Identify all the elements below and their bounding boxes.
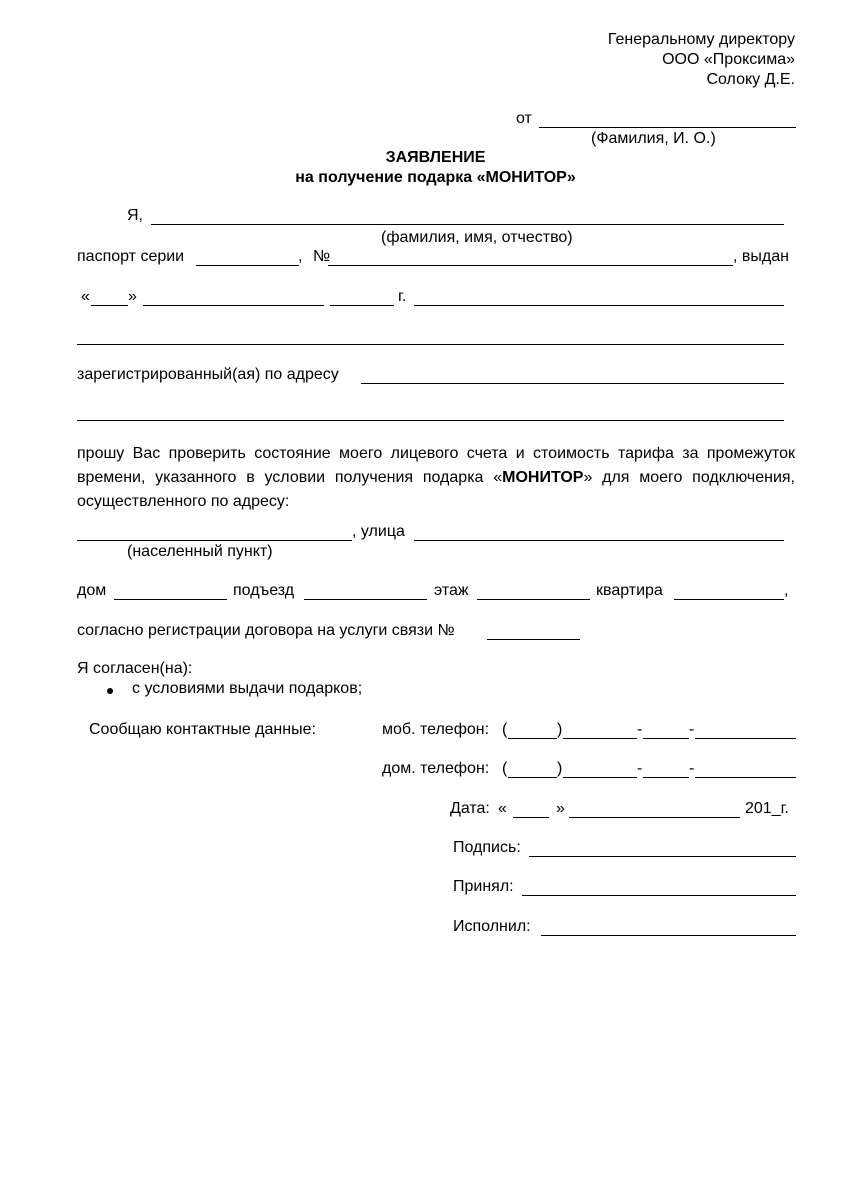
house-field[interactable] xyxy=(114,599,227,600)
apartment-field[interactable] xyxy=(674,599,784,600)
settlement-caption: (населенный пункт) xyxy=(127,543,273,560)
street-label: , улица xyxy=(352,523,405,540)
passport-series-label: паспорт серии xyxy=(77,248,185,265)
from-caption: (Фамилия, И. О.) xyxy=(591,130,716,147)
date-close-quote: » xyxy=(556,800,565,817)
addressee-line-2: ООО «Проксима» xyxy=(662,51,795,68)
request-text-1: прошу Вас проверить состояние моего лицевого счета и стоимость тарифа за промежуток времени, указанного в условии получения подарка « xyxy=(77,445,795,486)
signature-field[interactable] xyxy=(529,856,796,857)
settlement-field[interactable] xyxy=(77,540,352,541)
date-month-field[interactable] xyxy=(569,817,740,818)
addressee-line-3: Солоку Д.Е. xyxy=(706,71,795,88)
signature-label: Подпись: xyxy=(453,839,521,856)
date-year-suffix: 201_г. xyxy=(745,800,789,817)
issued-by-field[interactable] xyxy=(414,305,784,306)
registered-address-field-2[interactable] xyxy=(77,420,784,421)
issue-day-field[interactable] xyxy=(91,305,128,306)
home-part3-field[interactable] xyxy=(695,777,796,778)
request-text-bold: МОНИТОР xyxy=(502,469,584,486)
contract-label: согласно регистрации договора на услуги связи № xyxy=(77,622,455,639)
ya-label: Я, xyxy=(127,207,143,224)
accepted-label: Принял: xyxy=(453,878,514,895)
mobile-phone-label: моб. телефон: xyxy=(382,721,490,738)
request-text-2: » для моего подключения, осуществленного по адресу: xyxy=(77,469,796,510)
home-code-field[interactable] xyxy=(508,777,557,778)
date-label: Дата: xyxy=(450,800,490,817)
mobile-part3-field[interactable] xyxy=(695,738,796,739)
home-code-open: ( xyxy=(502,760,508,777)
entrance-field[interactable] xyxy=(304,599,427,600)
contacts-label: Сообщаю контактные данные: xyxy=(89,721,316,738)
executor-label: Исполнил: xyxy=(453,918,531,935)
mobile-part1-field[interactable] xyxy=(563,738,637,739)
issued-label: , выдан xyxy=(733,248,789,265)
consent-label: Я согласен(на): xyxy=(77,660,193,677)
from-name-field[interactable] xyxy=(539,127,796,128)
issue-year-field[interactable] xyxy=(330,305,394,306)
home-part1-field[interactable] xyxy=(563,777,637,778)
floor-label: этаж xyxy=(434,582,469,599)
street-field[interactable] xyxy=(414,540,784,541)
fio-caption: (фамилия, имя, отчество) xyxy=(381,229,573,246)
home-dash-2: - xyxy=(689,760,695,777)
date-open-quote: « xyxy=(498,800,507,817)
issue-date-close-quote: » xyxy=(128,288,137,305)
apartment-label: квартира xyxy=(596,582,663,599)
mobile-dash-1: - xyxy=(637,721,643,738)
home-part2-field[interactable] xyxy=(643,777,689,778)
passport-comma: , xyxy=(298,248,303,265)
issue-date-open-quote: « xyxy=(81,288,90,305)
document-subtitle: на получение подарка «МОНИТОР» xyxy=(295,169,576,186)
home-code-close: ) xyxy=(557,760,563,777)
request-paragraph xyxy=(77,442,795,514)
addressee-line-1: Генеральному директору xyxy=(607,31,795,48)
mobile-code-close: ) xyxy=(557,721,563,738)
contract-number-field[interactable] xyxy=(487,639,580,640)
registered-address-field[interactable] xyxy=(361,383,784,384)
passport-number-label: № xyxy=(313,248,331,265)
registered-label: зарегистрированный(ая) по адресу xyxy=(77,366,339,383)
home-phone-label: дом. телефон: xyxy=(382,760,490,777)
home-dash-1: - xyxy=(637,760,643,777)
fio-field[interactable] xyxy=(151,224,784,225)
document-title: ЗАЯВЛЕНИЕ xyxy=(385,149,486,166)
accepted-field[interactable] xyxy=(522,895,796,896)
mobile-part2-field[interactable] xyxy=(643,738,689,739)
from-label: от xyxy=(516,110,532,127)
mobile-code-field[interactable] xyxy=(508,738,557,739)
issue-month-field[interactable] xyxy=(143,305,324,306)
passport-number-field[interactable] xyxy=(328,265,733,266)
year-label: г. xyxy=(398,288,407,305)
bullet-icon xyxy=(107,688,113,694)
apartment-comma: , xyxy=(784,582,789,599)
house-label: дом xyxy=(77,582,107,599)
issued-by-field-2[interactable] xyxy=(77,344,784,345)
executor-field[interactable] xyxy=(541,935,796,936)
consent-item: с условиями выдачи подарков; xyxy=(132,680,363,697)
mobile-code-open: ( xyxy=(502,721,508,738)
passport-series-field[interactable] xyxy=(196,265,299,266)
entrance-label: подъезд xyxy=(233,582,295,599)
mobile-dash-2: - xyxy=(689,721,695,738)
floor-field[interactable] xyxy=(477,599,590,600)
date-day-field[interactable] xyxy=(513,817,549,818)
